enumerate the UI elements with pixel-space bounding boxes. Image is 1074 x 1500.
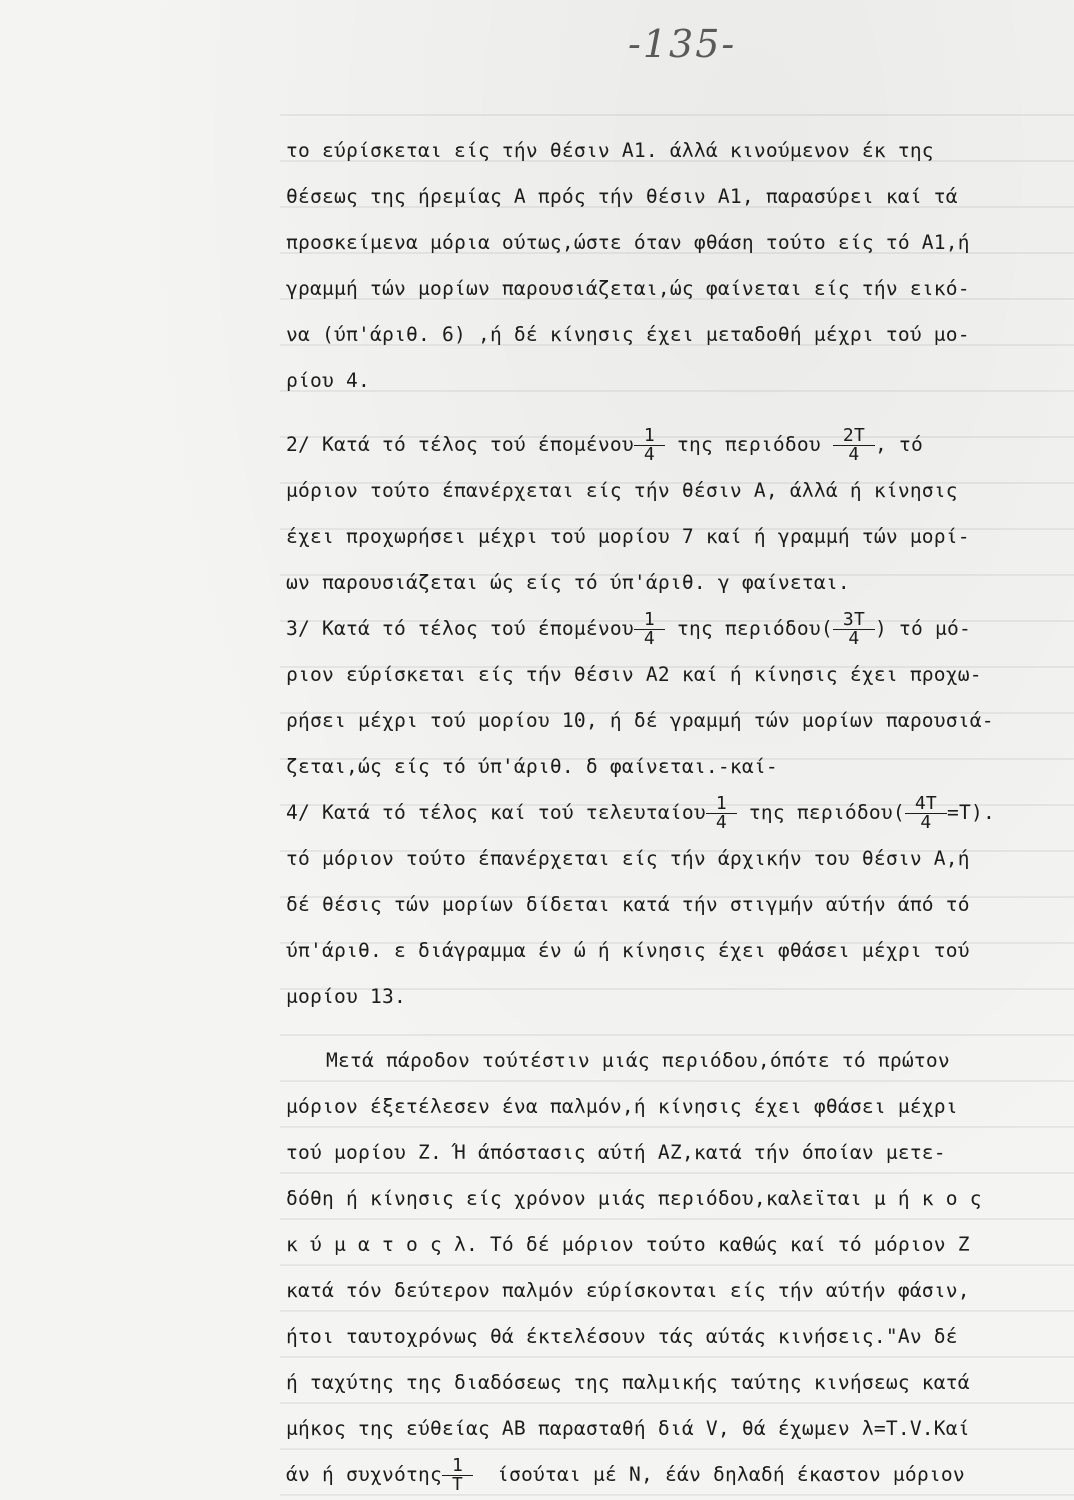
fraction: $\frac{1}{4}$ (634, 611, 665, 648)
text-line: ρήσει μέχρι τού μορίου 10, ή δέ γραμμή τών μορίων παρουσιά- (286, 709, 994, 732)
text-line: θέσεως της ήρεμίας Α πρός τήν θέσιν Α1, παρασύρει καί τά (286, 185, 958, 208)
text-line: το εύρίσκεται είς τήν θέσιν Α1. άλλά κινούμενον έκ της (286, 139, 934, 162)
text-line: τού μορίου Ζ. Ή άπόστασις αύτή ΑΖ,κατά τήν όποίαν μετε- (286, 1141, 946, 1164)
fraction: $\frac{3T}{4}$ (833, 611, 875, 648)
text-line: μορίου 13. (286, 985, 406, 1008)
fraction: $\frac{2T}{4}$ (833, 427, 875, 464)
item-4-heading: 4/ Κατά τό τέλος καί τού τελευταίου $\frac{1}{4}$ της περιόδου( $\frac{4T}{4}$ =T). (286, 793, 995, 833)
text-line: ριον εύρίσκεται είς τήν θέσιν Α2 καί ή κίνησις έχει προχω- (286, 663, 982, 686)
text-line: ύπ'άριθ. ε διάγραμμα έν ώ ή κίνησις έχει φθάσει μέχρι τού (286, 939, 970, 962)
text-line: προσκείμενα μόρια ούτως,ώστε όταν φθάση τούτο είς τό Α1,ή (286, 231, 970, 254)
text-line: τό μόριον τούτο έπανέρχεται είς τήν άρχικήν του θέσιν Α,ή (286, 847, 970, 870)
text-line: ήτοι ταυτοχρόνως θά έκτελέσουν τάς αύτάς κινήσεις."Αν δέ (286, 1325, 958, 1348)
text-line: γραμμή τών μορίων παρουσιάζεται,ώς φαίνεται είς τήν εικό- (286, 277, 970, 300)
fraction: $\frac{1}{4}$ (634, 427, 665, 464)
body-text (286, 128, 1074, 1498)
item-3-heading: 3/ Κατά τό τέλος τού έπομένου $\frac{1}{4}$ της περιόδου( $\frac{3T}{4}$ ) τό μό- (286, 609, 971, 649)
page-number: -135- (628, 22, 737, 66)
text-line: ων παρουσιάζεται ώς είς τό ύπ'άριθ. γ φαίνεται. (286, 571, 850, 594)
text-line: Μετά πάροδον τούτέστιν μιάς περιόδου,όπότε τό πρώτον (326, 1049, 950, 1072)
fraction: $\frac{4T}{4}$ (905, 795, 947, 832)
text-line: κατά τόν δεύτερον παλμόν εύρίσκονται είς τήν αύτήν φάσιν, (286, 1279, 970, 1302)
fraction: $\frac{1}{T}$ (442, 1457, 473, 1494)
text-line: ζεται,ώς είς τό ύπ'άριθ. δ φαίνεται.-καί- (286, 755, 778, 778)
text-line: έχει προχωρήσει μέχρι τού μορίου 7 καί ή γραμμή τών μορί- (286, 525, 970, 548)
text-line: δόθη ή κίνησις είς χρόνον μιάς περιόδου,καλεϊται μ ή κ ο ς (286, 1187, 982, 1210)
last-line: άν ή συχνότης $\frac{1}{T}$ ίσούται μέ Ν, έάν δηλαδή έκαστον μόριον (286, 1455, 965, 1495)
item-2-heading: 2/ Κατά τό τέλος τού έπομένου $\frac{1}{4}$ της περιόδου $\frac{2T}{4}$ , τό (286, 425, 923, 465)
fraction: $\frac{1}{4}$ (706, 795, 737, 832)
text-line: να (ύπ'άριθ. 6) ,ή δέ κίνησις έχει μεταδοθή μέχρι τού μο- (286, 323, 970, 346)
text-line: μήκος της εύθείας ΑΒ παρασταθή διά V, θά έχωμεν λ=T.V.Καί (286, 1417, 970, 1440)
text-line: κ ύ μ α τ ο ς λ. Τό δέ μόριον τούτο καθώς καί τό μόριον Ζ (286, 1233, 970, 1256)
text-line: δέ θέσις τών μορίων δίδεται κατά τήν στιγμήν αύτήν άπό τό (286, 893, 970, 916)
text-line: μόριον έξετέλεσεν ένα παλμόν,ή κίνησις έχει φθάσει μέχρι (286, 1095, 958, 1118)
text-line: ή ταχύτης της διαδόσεως της παλμικής ταύτης κινήσεως κατά (286, 1371, 970, 1394)
text-line: μόριον τούτο έπανέρχεται είς τήν θέσιν Α, άλλά ή κίνησις (286, 479, 958, 502)
text-line: ρίου 4. (286, 369, 370, 392)
